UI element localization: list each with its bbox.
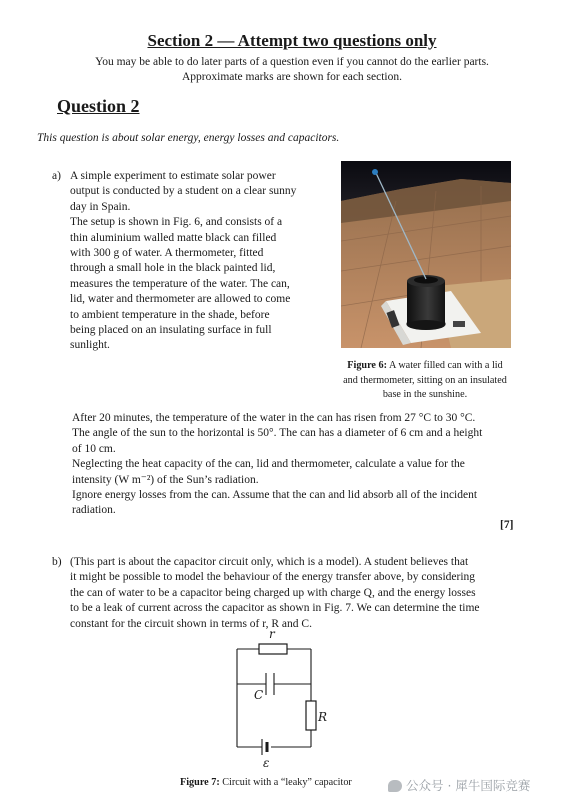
figure-6-caption: [325, 359, 525, 403]
part-a-line: day in Spain.: [70, 200, 131, 213]
part-a-body-line: After 20 minutes, the temperature of the water in the can has risen from 27 °C to 30 °C.: [72, 412, 476, 424]
part-a-line: output is conducted by a student on a clear sunny: [70, 185, 297, 198]
part-a-question: [72, 411, 524, 519]
part-b-line: to be a leak of current across the capacitor as shown in Fig. 7. We can determine the time: [70, 602, 480, 615]
resistor-R: [306, 701, 316, 730]
part-a-line: being placed on an insulating surface in full: [70, 324, 272, 337]
figure-7-caption: [180, 776, 352, 791]
question-title: Question 2: [57, 96, 140, 116]
label-emf: ε: [263, 756, 270, 770]
part-a-line: The setup is shown in Fig. 6, and consists of a: [70, 216, 283, 229]
part-a-body-line: The angle of the sun to the horizontal is 50°. The can has a diameter of 6 cm and a height: [72, 427, 483, 440]
instruction-line-1: You may be able to do later parts of a question even if you cannot do the earlier parts.: [95, 56, 489, 68]
figure-7-caption-text: Circuit with a “leaky” capacitor: [222, 777, 352, 788]
question-intro: This question is about solar energy, energy losses and capacitors.: [37, 132, 340, 144]
part-a-body-line: radiation.: [72, 504, 116, 517]
label-R: R: [318, 710, 328, 724]
photo-illustration: [341, 161, 511, 348]
part-b-line: it might be possible to model the behaviour of the energy transfer above, by considering: [70, 571, 476, 584]
part-a-body-line: intensity (W m⁻²) of the Sun’s radiation.: [72, 473, 259, 486]
part-a-body-line: of 10 cm.: [72, 442, 116, 455]
figure-6-caption-line-2: and thermometer, sitting on an insulated: [343, 374, 507, 386]
figure-6-label: Figure 6:: [347, 360, 387, 371]
part-a-line: measures the temperature of the water. The can,: [70, 277, 290, 290]
part-a-line: with 300 g of water. A thermometer, fitted: [70, 247, 264, 260]
wechat-logo-icon: [388, 780, 402, 792]
label-r: r: [269, 627, 275, 641]
part-b-line: (This part is about the capacitor circuit only, which is a model). A student believes that: [70, 556, 469, 568]
part-a-line: lid, water and thermometer are allowed to come: [70, 293, 291, 306]
section-title: Section 2 — Attempt two questions only: [147, 31, 437, 50]
resistor-r: [259, 644, 287, 654]
part-b-line: constant for the circuit shown in terms of r, R and C.: [70, 617, 312, 630]
part-a-body-line: Ignore energy losses from the can. Assume that the can and lid absorb all of the incident: [72, 489, 478, 502]
part-b-label: b): [52, 556, 62, 568]
part-a-label: a): [52, 170, 61, 182]
part-a-marks: [7]: [500, 519, 514, 531]
instruction-line-2: Approximate marks are shown for each section.: [181, 71, 403, 83]
figure-6-caption-line-3: base in the sunshine.: [382, 389, 468, 400]
part-a-line: sunlight.: [70, 339, 110, 352]
figure-7-label: Figure 7:: [180, 777, 220, 788]
circuit-diagram: [225, 625, 335, 770]
part-b-line: the can of water to be a capacitor being charged up with charge Q, and the energy losses: [70, 586, 476, 599]
part-a-body-line: Neglecting the heat capacity of the can, lid and thermometer, calculate a value for the: [72, 458, 465, 471]
figure-6-caption-text: A water filled can with a lid: [388, 360, 503, 371]
watermark: [388, 776, 530, 794]
part-b-text: [70, 555, 522, 632]
part-a-line: through a small hole in the black painted lid,: [70, 262, 276, 275]
part-a-line: thin aluminium walled matte black can filled: [70, 231, 277, 244]
experiment-photo: [341, 161, 511, 348]
part-a-intro: [70, 169, 320, 354]
part-a-line: A simple experiment to estimate solar power: [70, 170, 276, 182]
label-C: C: [254, 688, 264, 702]
watermark-text: 公众号 · 犀牛国际竞赛: [406, 778, 531, 793]
part-a-line: to ambient temperature in the shade, before: [70, 308, 270, 321]
battery: [262, 739, 267, 755]
